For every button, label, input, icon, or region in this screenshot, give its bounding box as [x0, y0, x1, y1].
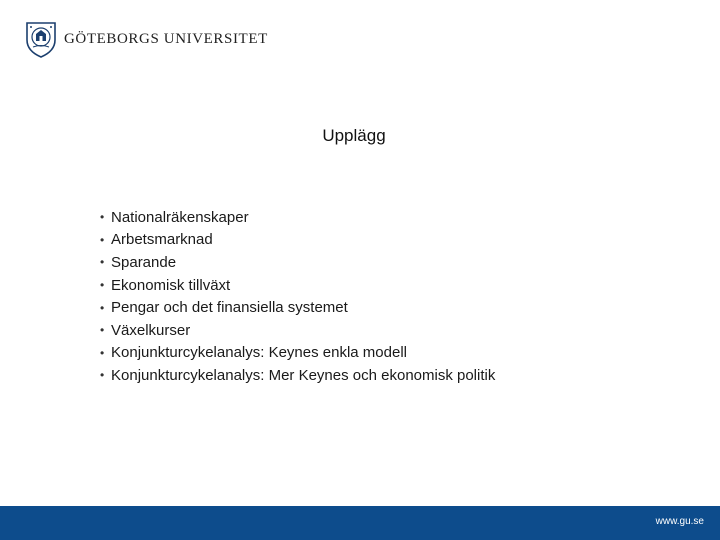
bullet-text: Konjunkturcykelanalys: Mer Keynes och ekonomisk politik	[111, 366, 496, 384]
university-seal-icon	[24, 20, 58, 58]
slide-title: Upplägg	[322, 126, 386, 145]
bullet-text: Sparande	[111, 253, 177, 271]
bullet-text: Pengar och det finansiella systemet	[111, 299, 348, 317]
list-item	[100, 229, 495, 252]
bullet-marker: •	[100, 255, 105, 270]
footer-url-link[interactable]: www.gu.se	[655, 516, 704, 527]
list-item	[100, 251, 495, 274]
list-item	[100, 364, 495, 387]
bullet-marker: •	[100, 300, 105, 315]
bullet-marker: •	[100, 323, 105, 338]
footer-bar	[0, 506, 720, 540]
bullet-list	[100, 206, 495, 387]
list-item	[100, 206, 495, 229]
list-item	[100, 319, 495, 342]
bullet-text: Konjunkturcykelanalys: Keynes enkla modell	[111, 344, 407, 362]
bullet-text: Arbetsmarknad	[111, 231, 213, 249]
bullet-marker: •	[100, 278, 105, 293]
list-item	[100, 296, 495, 319]
university-name: GÖTEBORGS UNIVERSITET	[64, 30, 268, 47]
list-item	[100, 342, 495, 365]
header	[24, 20, 268, 58]
list-item	[100, 274, 495, 297]
bullet-marker: •	[100, 210, 105, 225]
bullet-marker: •	[100, 368, 105, 383]
bullet-text: Växelkurser	[111, 321, 191, 339]
bullet-marker: •	[100, 232, 105, 247]
bullet-text: Ekonomisk tillväxt	[111, 276, 231, 294]
bullet-marker: •	[100, 345, 105, 360]
bullet-text: Nationalräkenskaper	[111, 208, 249, 226]
